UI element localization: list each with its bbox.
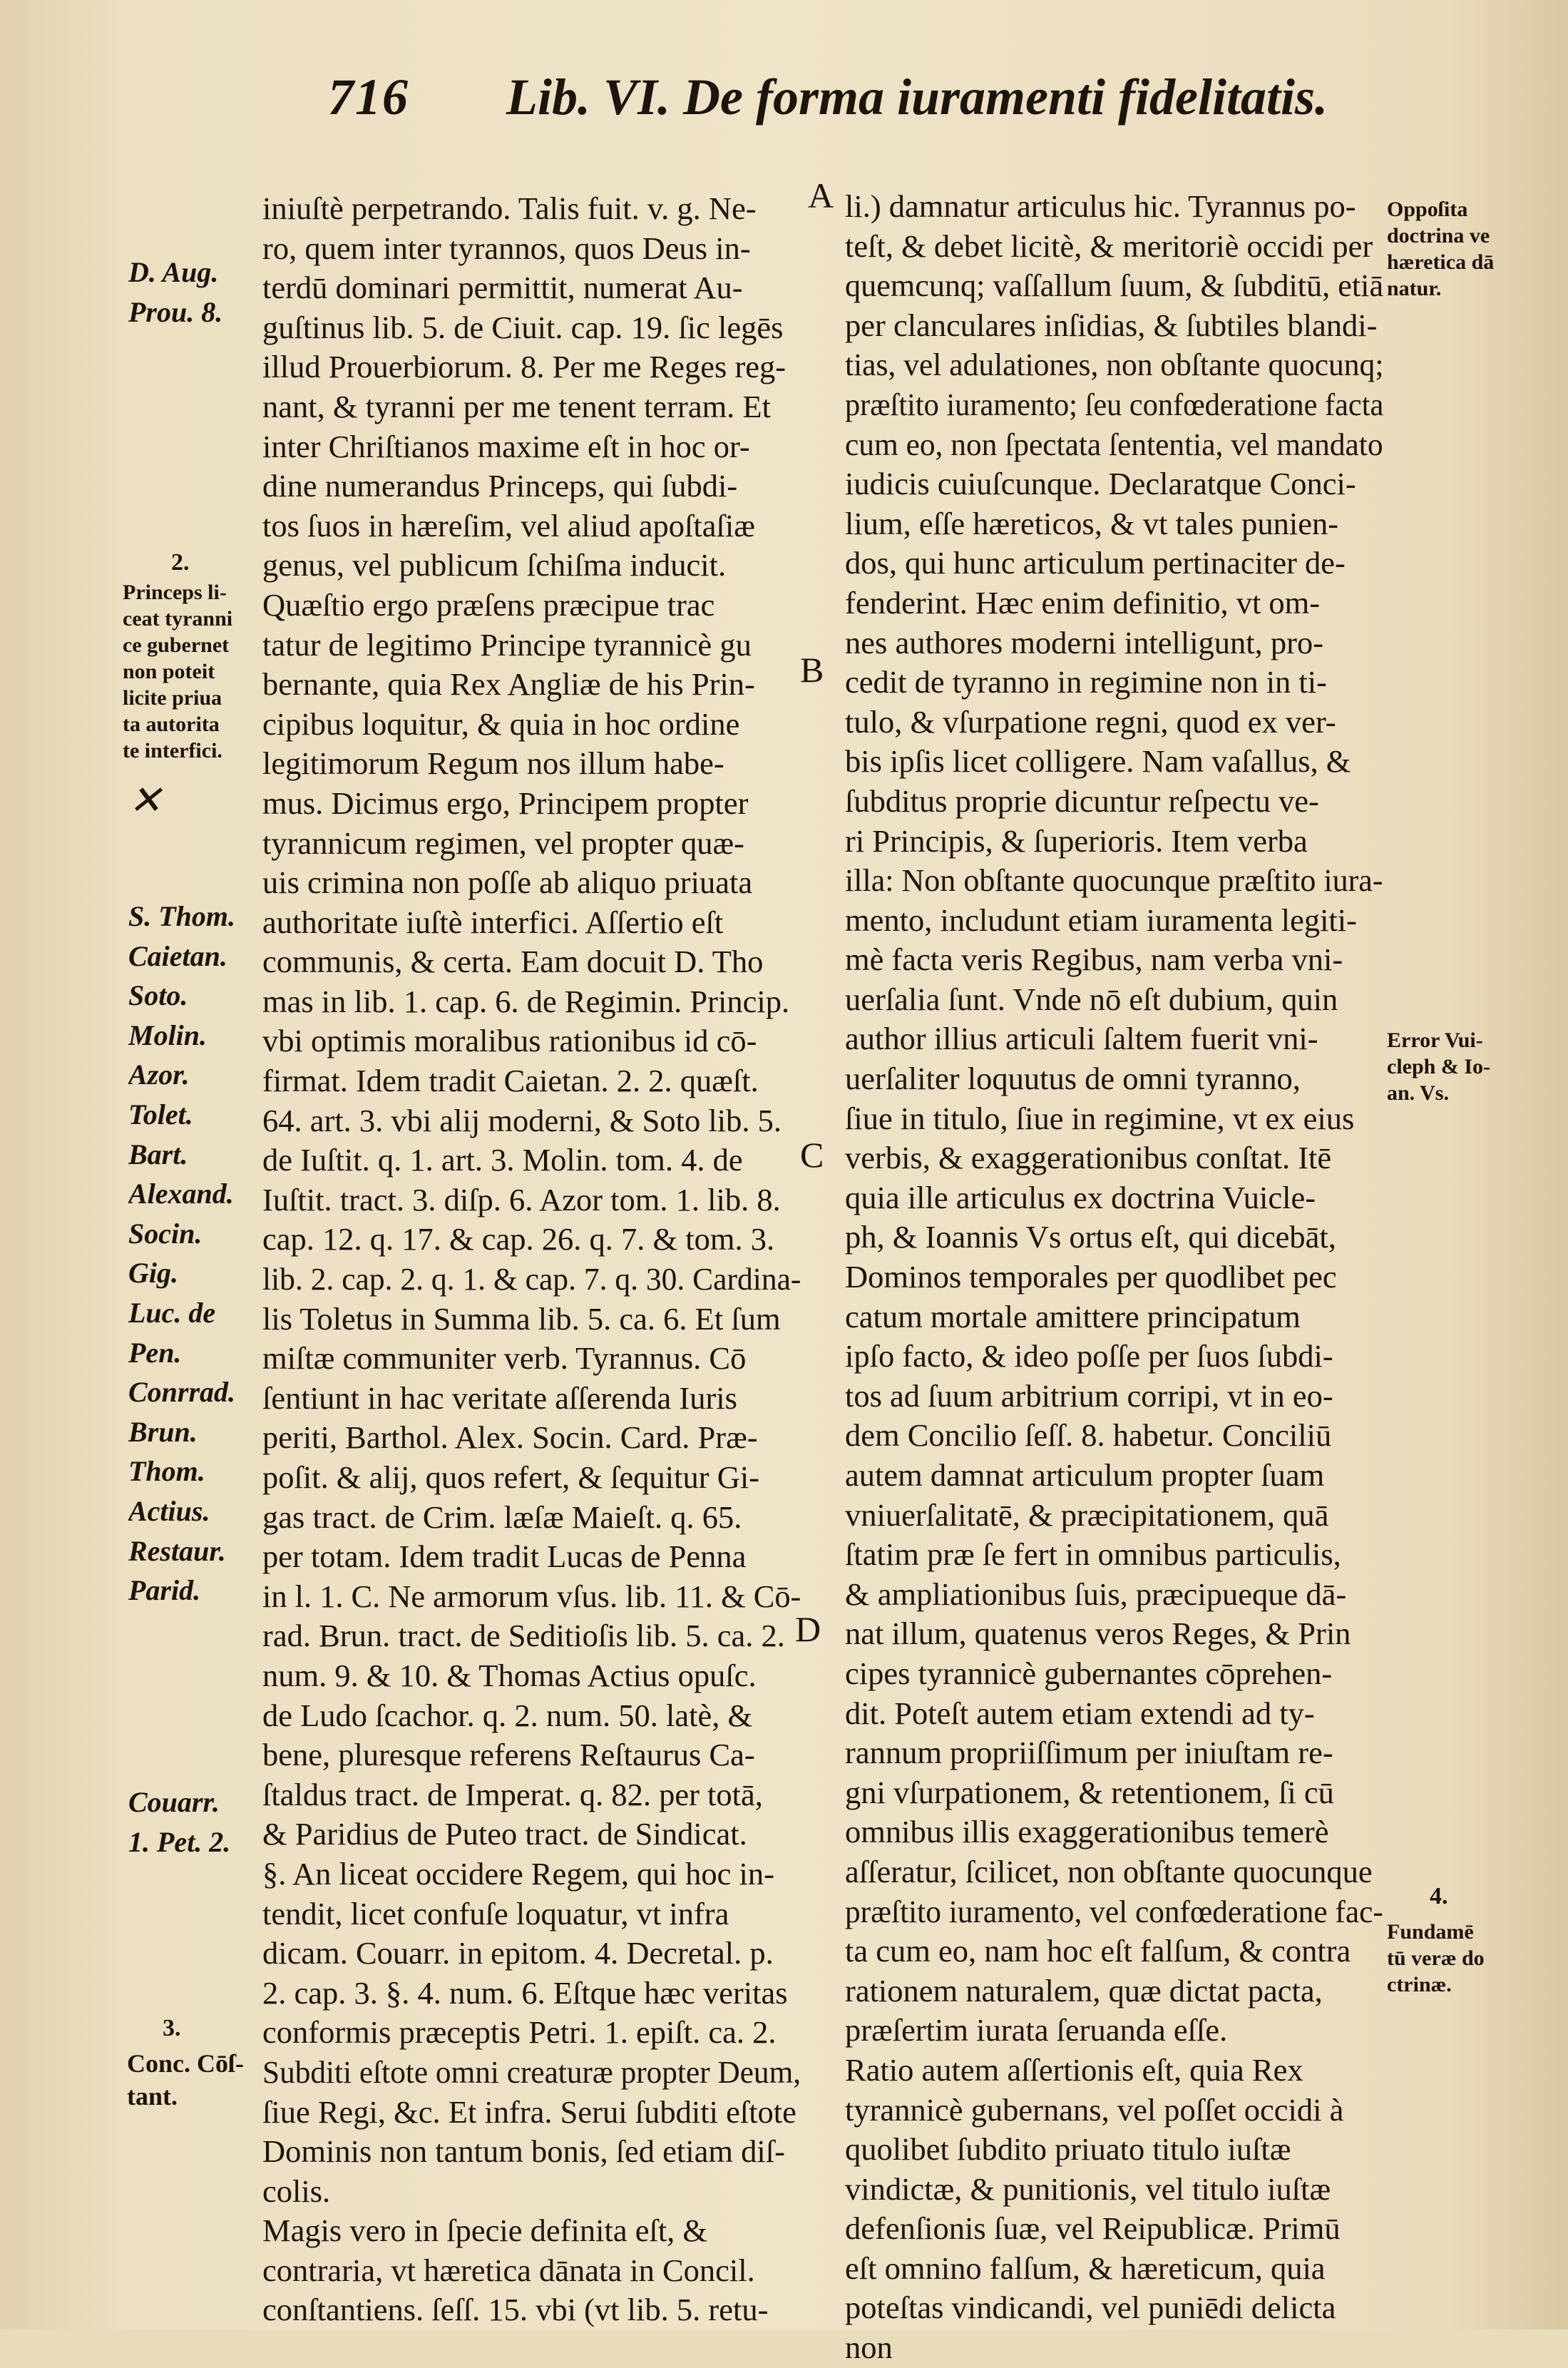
section-letter-d: D — [795, 1609, 821, 1649]
margin-note-princeps — [123, 579, 258, 764]
text-line: rad. Brun. tract. de Seditioſis lib. 5. ca. 2. — [262, 1618, 785, 1654]
text-line: bernante, quia Rex Angliæ de his Prin- — [262, 666, 755, 703]
margin-ref: Azor. — [128, 1058, 190, 1091]
text-line: ri Principis, & ſuperioris. Item verba — [845, 822, 1308, 859]
margin-ref: D. Aug. — [128, 256, 219, 288]
margin-note-line: natur. — [1387, 277, 1442, 300]
text-line: bis ipſis licet colligere. Nam vaſallus, & — [845, 743, 1351, 780]
text-line: author illius articuli ſaltem fuerit vni- — [845, 1021, 1318, 1057]
margin-ref: Socin. — [128, 1217, 203, 1250]
text-line: ipſo facto, & ideo poſſe per ſuos ſubdi- — [845, 1338, 1333, 1374]
margin-ref: Brun. — [128, 1415, 198, 1448]
text-line: Dominis non tantum bonis, ſed etiam diſ- — [262, 2133, 785, 2170]
text-line: vbi optimis moralibus rationibus id cō- — [262, 1023, 757, 1059]
text-line: miſtæ communiter verb. Tyrannus. Cō — [262, 1340, 747, 1377]
text-line: teſt, & debet licitè, & meritoriè occidi per — [845, 228, 1373, 264]
text-line: mas in lib. 1. cap. 6. de Regimin. Princip. — [262, 983, 790, 1019]
margin-note-line: tant. — [127, 2082, 178, 2111]
left-column-text — [262, 189, 801, 2330]
text-line: mè facta veris Regibus, nam verba vni- — [845, 941, 1343, 978]
text-line: dit. Poteſt autem etiam extendi ad ty- — [845, 1695, 1315, 1731]
margin-ref: Pen. — [128, 1336, 182, 1369]
text-line: aſſeratur, ſcilicet, non obſtante quocunque — [845, 1853, 1373, 1889]
text-line: 64. art. 3. vbi alij moderni, & Soto lib. 5. — [262, 1102, 782, 1138]
text-line: gas tract. de Crim. læſæ Maieſt. q. 65. — [262, 1499, 742, 1535]
text-line: §. An liceat occidere Regem, qui hoc in- — [262, 1855, 774, 1892]
text-line: quia ille articulus ex doctrina Vuicle- — [845, 1179, 1316, 1215]
text-line: defenſionis ſuæ, vel Reipublicæ. Primū — [845, 2210, 1341, 2247]
text-line: bene, pluresque referens Reſtaurus Ca- — [262, 1737, 755, 1773]
text-line: præſertim iurata ſeruanda eſſe. — [845, 2012, 1228, 2048]
text-line: tos ad ſuum arbitrium corripi, vt in eo- — [845, 1377, 1333, 1414]
margin-ref: Soto. — [128, 979, 188, 1012]
text-line: firmat. Idem tradit Caietan. 2. 2. quæſt. — [262, 1063, 759, 1099]
text-line: nant, & tyranni per me tenent terram. Et — [262, 388, 771, 424]
margin-note-line: ce gubernet — [123, 633, 230, 657]
text-line: per clanculares inſidias, & ſubtiles blandi- — [845, 307, 1378, 343]
text-line: cap. 12. q. 17. & cap. 26. q. 7. & tom. 3. — [262, 1221, 775, 1257]
handwritten-cross-mark: ✕ — [128, 779, 162, 823]
text-line: Dominos temporales per quodlibet pec — [845, 1259, 1337, 1295]
text-line: uerſalia ſunt. Vnde nō eſt dubium, quin — [845, 981, 1338, 1017]
text-line: verbis, & exaggerationibus conſtat. Itē — [845, 1140, 1332, 1176]
text-line: poſit. & alij, quos refert, & ſequitur Gi- — [262, 1459, 760, 1495]
text-line: num. 9. & 10. & Thomas Actius opuſc. — [262, 1657, 757, 1693]
text-line: autem damnat articulum propter ſuam — [845, 1457, 1325, 1493]
margin-note-opposita — [1387, 196, 1537, 302]
text-line: colis. — [262, 2173, 331, 2209]
text-line: ph, & Ioannis Vs ortus eſt, qui dicebāt, — [845, 1219, 1336, 1255]
text-line: Ratio autem aſſertionis eſt, quia Rex — [845, 2051, 1303, 2088]
text-line: li.) damnatur articulus hic. Tyrannus po- — [845, 188, 1356, 224]
text-line: & Paridius de Puteo tract. de Sindicat. — [262, 1816, 747, 1852]
text-line: fenderint. Hæc enim definitio, vt om- — [845, 584, 1321, 621]
text-line: genus, vel publicum ſchiſma inducit. — [262, 547, 727, 583]
margin-ref: Couarr. — [128, 1786, 220, 1818]
text-line: illa: Non obſtante quocunque præſtito iura- — [845, 862, 1383, 899]
margin-ref: Parid. — [128, 1574, 201, 1607]
margin-note-line: ceat tyranni — [123, 607, 233, 631]
text-line: tatur de legitimo Principe tyrannicè gu — [262, 626, 752, 663]
text-line: tulo, & vſurpatione regni, quod ex ver- — [845, 703, 1336, 740]
margin-note-line: Conc. Cōſ- — [127, 2049, 244, 2078]
text-line: quolibet ſubdito priuato titulo iuſtæ — [845, 2131, 1291, 2168]
text-line: periti, Barthol. Alex. Socin. Card. Præ- — [262, 1419, 758, 1456]
text-line: rationem naturalem, quæ dictat pacta, — [845, 1972, 1323, 2009]
text-line: contraria, vt hæretica dānata in Concil. — [262, 2252, 755, 2288]
margin-refs-bottom — [128, 1783, 257, 1862]
margin-note-line: Fundamē — [1387, 1920, 1474, 1944]
text-line: legitimorum Regum nos illum habe- — [262, 745, 724, 782]
text-line: iudicis cuiuſcunque. Declaratque Conci- — [845, 466, 1356, 502]
text-line: Quæſtio ergo præſens præcipue trac — [262, 586, 715, 623]
margin-note-line: Error Vui- — [1387, 1029, 1483, 1052]
margin-ref: Luc. de — [128, 1296, 216, 1329]
text-line: dicam. Couarr. in epitom. 4. Decretal. p. — [262, 1935, 774, 1971]
text-line: poteſtas vindicandi, vel puniēdi delicta — [845, 2290, 1336, 2326]
text-line: ſtatim præ ſe fert in omnibus particulis, — [845, 1536, 1341, 1573]
text-line: ſentiunt in hac veritate aſſerenda Iuris — [262, 1379, 737, 1416]
margin-ref: Thom. — [128, 1455, 205, 1488]
margin-note-number: 4. — [1430, 1883, 1448, 1909]
text-line: gni vſurpationem, & retentionem, ſi cū — [845, 1774, 1334, 1810]
text-line: cedit de tyranno in regimine non in ti- — [845, 664, 1327, 700]
text-line: vniuerſalitatē, & præcipitationem, quā — [845, 1496, 1329, 1533]
text-line: illud Prouerbiorum. 8. Per me Reges reg- — [262, 349, 786, 385]
text-line: uerſaliter loquutus de omni tyranno, — [845, 1061, 1301, 1097]
section-letter-a: A — [808, 175, 834, 215]
margin-note-line: ctrinæ. — [1387, 1973, 1452, 1996]
margin-ref: 1. Pet. 2. — [128, 1825, 231, 1858]
text-line: communis, & certa. Eam docuit D. Tho — [262, 944, 764, 980]
text-line: mus. Dicimus ergo, Principem propter — [262, 785, 749, 821]
margin-ref: Tolet. — [128, 1098, 193, 1131]
margin-ref: Conrrad. — [128, 1376, 236, 1409]
margin-ref: Restaur. — [128, 1534, 226, 1567]
margin-note-number: 2. — [171, 549, 190, 576]
margin-note-line: te interfici. — [123, 739, 222, 762]
margin-note-line: ta autorita — [123, 713, 220, 736]
margin-ref: S. Thom. — [128, 900, 236, 932]
text-line: non — [845, 2329, 893, 2366]
text-line: dine numerandus Princeps, qui ſubdi- — [262, 468, 738, 504]
text-line: vindictæ, & punitionis, vel titulo iuſtæ — [845, 2170, 1331, 2207]
text-line: conſtantiens. ſeſſ. 15. vbi (vt lib. 5. retu- — [262, 2292, 769, 2328]
margin-refs-authors — [128, 897, 257, 1611]
text-line: cum eo, non ſpectata ſententia, vel mandato — [845, 426, 1383, 462]
margin-ref: Molin. — [128, 1019, 207, 1051]
margin-note-line: hæretica dā — [1387, 250, 1495, 274]
text-line: dem Concilio ſeſſ. 8. habetur. Conciliū — [845, 1417, 1332, 1454]
margin-note-line: tū veræ do — [1387, 1946, 1485, 1970]
text-line: nat illum, quatenus veros Reges, & Prin — [845, 1616, 1351, 1652]
page-header — [328, 68, 1328, 146]
text-line: ſubditus proprie dicuntur reſpectu ve- — [845, 782, 1319, 819]
margin-ref: Caietan. — [128, 939, 227, 972]
text-line: ſtaldus tract. de Imperat. q. 82. per totā, — [262, 1776, 763, 1812]
margin-ref: Alexand. — [128, 1178, 234, 1210]
section-letter-c: C — [800, 1135, 824, 1175]
text-line: omnibus illis exaggerationibus temerè — [845, 1814, 1329, 1850]
margin-note-line: Princeps li- — [123, 581, 227, 604]
text-line: nes authores moderni intelligunt, pro- — [845, 624, 1324, 660]
running-title: Lib. VI. De forma iuramenti fidelitatis. — [506, 68, 1328, 126]
text-line: mento, includunt etiam iuramenta legiti- — [845, 902, 1357, 938]
margin-note-line: Oppoſita — [1387, 198, 1468, 221]
text-line: lium, eſſe hæreticos, & vt tales punien- — [845, 505, 1339, 541]
margin-ref-top — [128, 253, 257, 332]
margin-ref: Bart. — [128, 1138, 188, 1170]
text-line: præſtito iuramento; ſeu confœderatione facta — [845, 386, 1384, 422]
text-line: de Ludo ſcachor. q. 2. num. 50. latè, & — [262, 1697, 753, 1733]
text-line: cipes tyrannicè gubernantes cōprehen- — [845, 1655, 1333, 1691]
text-line: uis crimina non poſſe ab aliquo priuata — [262, 864, 753, 901]
text-line: tyrannicè gubernans, vel poſſet occidi à — [845, 2091, 1344, 2128]
right-column-text — [845, 187, 1383, 2368]
text-line: eſt omnino falſum, & hæreticum, quia — [845, 2250, 1326, 2286]
margin-note-fundamentum — [1387, 1919, 1537, 1998]
margin-note-line: doctrina ve — [1387, 224, 1490, 247]
text-line: de Iuſtit. q. 1. art. 3. Molin. tom. 4. de — [262, 1142, 743, 1178]
margin-ref: Prou. 8. — [128, 295, 223, 328]
text-line: tos ſuos in hæreſim, vel aliud apoſtaſiæ — [262, 507, 755, 543]
text-line: & ampliationibus ſuis, præcipueque dā- — [845, 1576, 1347, 1612]
text-line: tyrannicum regimen, vel propter quæ- — [262, 825, 744, 861]
text-line: dos, qui hunc articulum pertinaciter de- — [845, 545, 1346, 581]
text-line: ta cum eo, nam hoc eſt falſum, & contra — [845, 1933, 1351, 1969]
text-line: quemcunq; vaſſallum ſuum, & ſubditū, etiā — [845, 267, 1384, 304]
margin-note-line: licite priua — [123, 686, 222, 710]
text-line: per totam. Idem tradit Lucas de Penna — [262, 1538, 747, 1575]
margin-note-line: an. Vs. — [1387, 1081, 1449, 1105]
text-line: 2. cap. 3. §. 4. num. 6. Eſtque hæc veritas — [262, 1974, 788, 2011]
margin-note-line: non poteit — [123, 660, 215, 683]
margin-ref: Actius. — [128, 1494, 210, 1527]
page-number: 716 — [328, 68, 409, 126]
section-letter-b: B — [800, 650, 824, 690]
text-line: cipibus loquitur, & quia in hoc ordine — [262, 705, 740, 742]
text-line: ſiue Regi, &c. Et infra. Serui ſubditi eſtote — [262, 2093, 796, 2130]
margin-note-number: 3. — [163, 2015, 181, 2041]
margin-note-error — [1387, 1027, 1537, 1106]
text-line: præſtito iuramento, vel confœderatione fac- — [845, 1893, 1383, 1929]
text-line: rannum propriiſſimum per iniuſtam re- — [845, 1735, 1333, 1771]
text-line: ro, quem inter tyrannos, quos Deus in- — [262, 230, 751, 266]
text-line: iniuſtè perpetrando. Talis fuit. v. g. Ne- — [262, 190, 757, 226]
text-line: lis Toletus in Summa lib. 5. ca. 6. Et ſum — [262, 1300, 781, 1337]
text-line: catum mortale amittere principatum — [845, 1298, 1301, 1334]
text-line: ſiue in titulo, ſiue in regimine, vt ex eius — [845, 1100, 1355, 1136]
text-line: inter Chriſtianos maxime eſt in hoc or- — [262, 428, 750, 464]
margin-ref: Gig. — [128, 1257, 178, 1290]
text-line: in l. 1. C. Ne armorum vſus. lib. 11. & Cō- — [262, 1578, 801, 1614]
margin-note-concilium — [127, 2047, 244, 2113]
margin-note-line: cleph & Io- — [1387, 1055, 1490, 1078]
text-line: tias, vel adulationes, non obſtante quocunq; — [845, 347, 1384, 383]
text-line: guſtinus lib. 5. de Ciuit. cap. 19. ſic legēs — [262, 309, 784, 345]
text-line: Magis vero in ſpecie definita eſt, & — [262, 2213, 708, 2249]
text-line: authoritate iuſtè interfici. Aſſertio eſt — [262, 904, 724, 940]
text-line: terdū dominari permittit, numerat Au- — [262, 270, 743, 306]
text-line: Subditi eſtote omni creaturæ propter Deum, — [262, 2053, 801, 2090]
text-line: Iuſtit. tract. 3. diſp. 6. Azor tom. 1. lib. 8. — [262, 1181, 781, 1218]
text-line: tendit, licet confuſe loquatur, vt infra — [262, 1895, 729, 1931]
text-line: conformis præceptis Petri. 1. epiſt. ca. 2. — [262, 2014, 777, 2051]
text-line: lib. 2. cap. 2. q. 1. & cap. 7. q. 30. Cardina- — [262, 1261, 801, 1297]
